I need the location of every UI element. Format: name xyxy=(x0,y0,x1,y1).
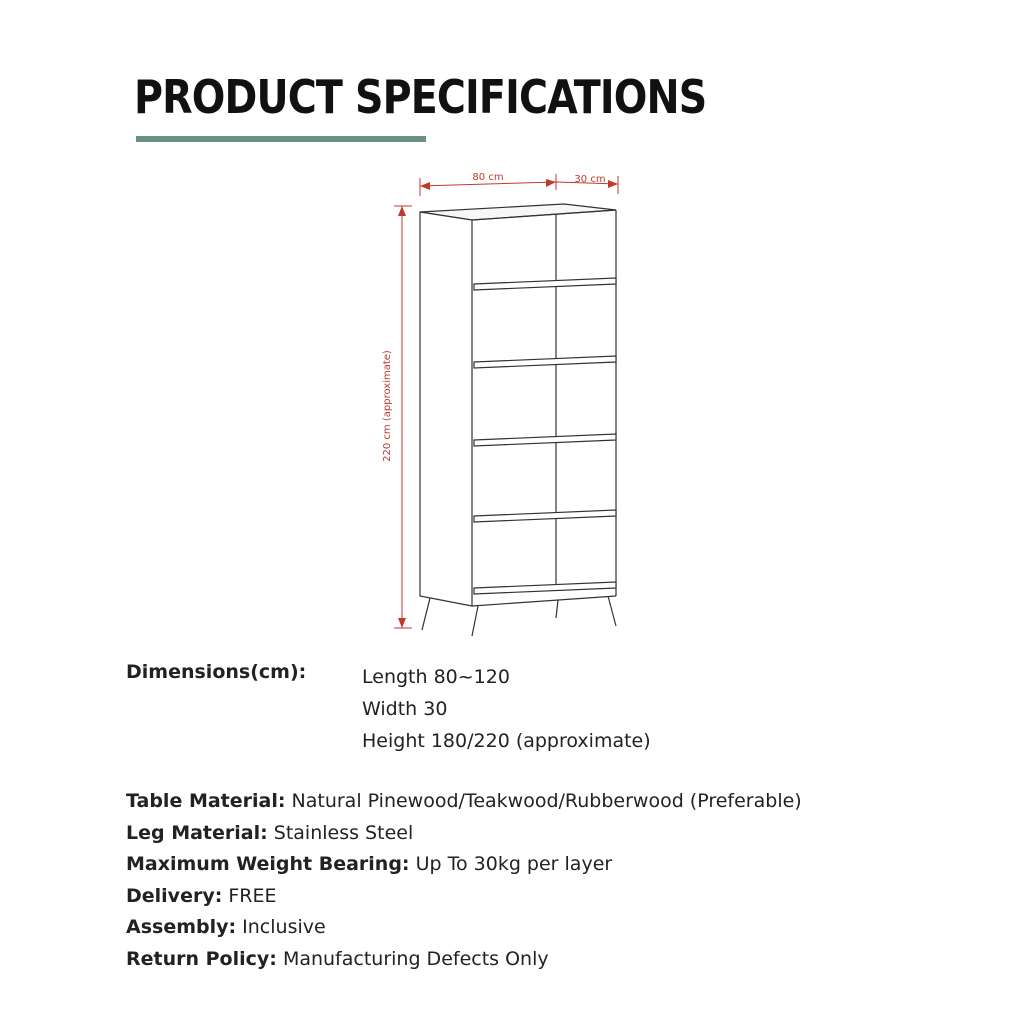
shelf xyxy=(474,356,616,368)
dimension-width: Width 30 xyxy=(362,698,448,720)
title-underline xyxy=(136,136,426,142)
spec-row-return-policy xyxy=(126,944,802,976)
spec-row-assembly xyxy=(126,912,802,944)
spec-label: Delivery: xyxy=(126,884,223,907)
spec-value: Inclusive xyxy=(242,916,326,938)
dimensions-values xyxy=(362,661,651,757)
leg xyxy=(472,606,478,636)
page-title: PRODUCT SPECIFICATIONS xyxy=(134,70,707,124)
shelf xyxy=(474,582,616,594)
spec-label: Assembly: xyxy=(126,916,237,938)
shelves xyxy=(474,278,616,594)
spec-label: Leg Material: xyxy=(126,821,268,844)
spec-label: Maximum Weight Bearing: xyxy=(126,853,410,875)
leg xyxy=(608,596,616,626)
spec-label: Table Material: xyxy=(126,790,286,812)
shelf xyxy=(474,434,616,446)
shelf xyxy=(474,278,616,290)
dimension-length: Length 80~120 xyxy=(362,666,510,688)
shelf xyxy=(474,510,616,522)
height-label: 220 cm (approximate) xyxy=(382,350,393,462)
leg xyxy=(422,598,430,630)
spec-list xyxy=(126,786,802,975)
spec-value: Manufacturing Defects Only xyxy=(282,947,549,970)
bookshelf-diagram xyxy=(360,160,660,640)
spec-row-delivery xyxy=(126,881,802,913)
spec-value: Up To 30kg per layer xyxy=(415,853,613,875)
leg xyxy=(556,600,558,618)
spec-row-leg-material xyxy=(126,818,802,850)
dimension-height: Height 180/220 (approximate) xyxy=(362,730,651,752)
width-label: 80 cm xyxy=(472,172,504,183)
spec-label: Return Policy: xyxy=(126,947,277,970)
spec-row-weight-bearing xyxy=(126,849,802,881)
spec-value: FREE xyxy=(228,884,277,907)
dimensions-label: Dimensions(cm): xyxy=(126,661,307,683)
spec-value: Natural Pinewood/Teakwood/Rubberwood (Preferable) xyxy=(291,790,802,812)
bookshelf-outline xyxy=(420,204,616,636)
spec-row-table-material xyxy=(126,786,802,818)
side-panel xyxy=(420,212,472,606)
spec-value: Stainless Steel xyxy=(273,821,414,844)
depth-label: 30 cm xyxy=(574,174,606,185)
